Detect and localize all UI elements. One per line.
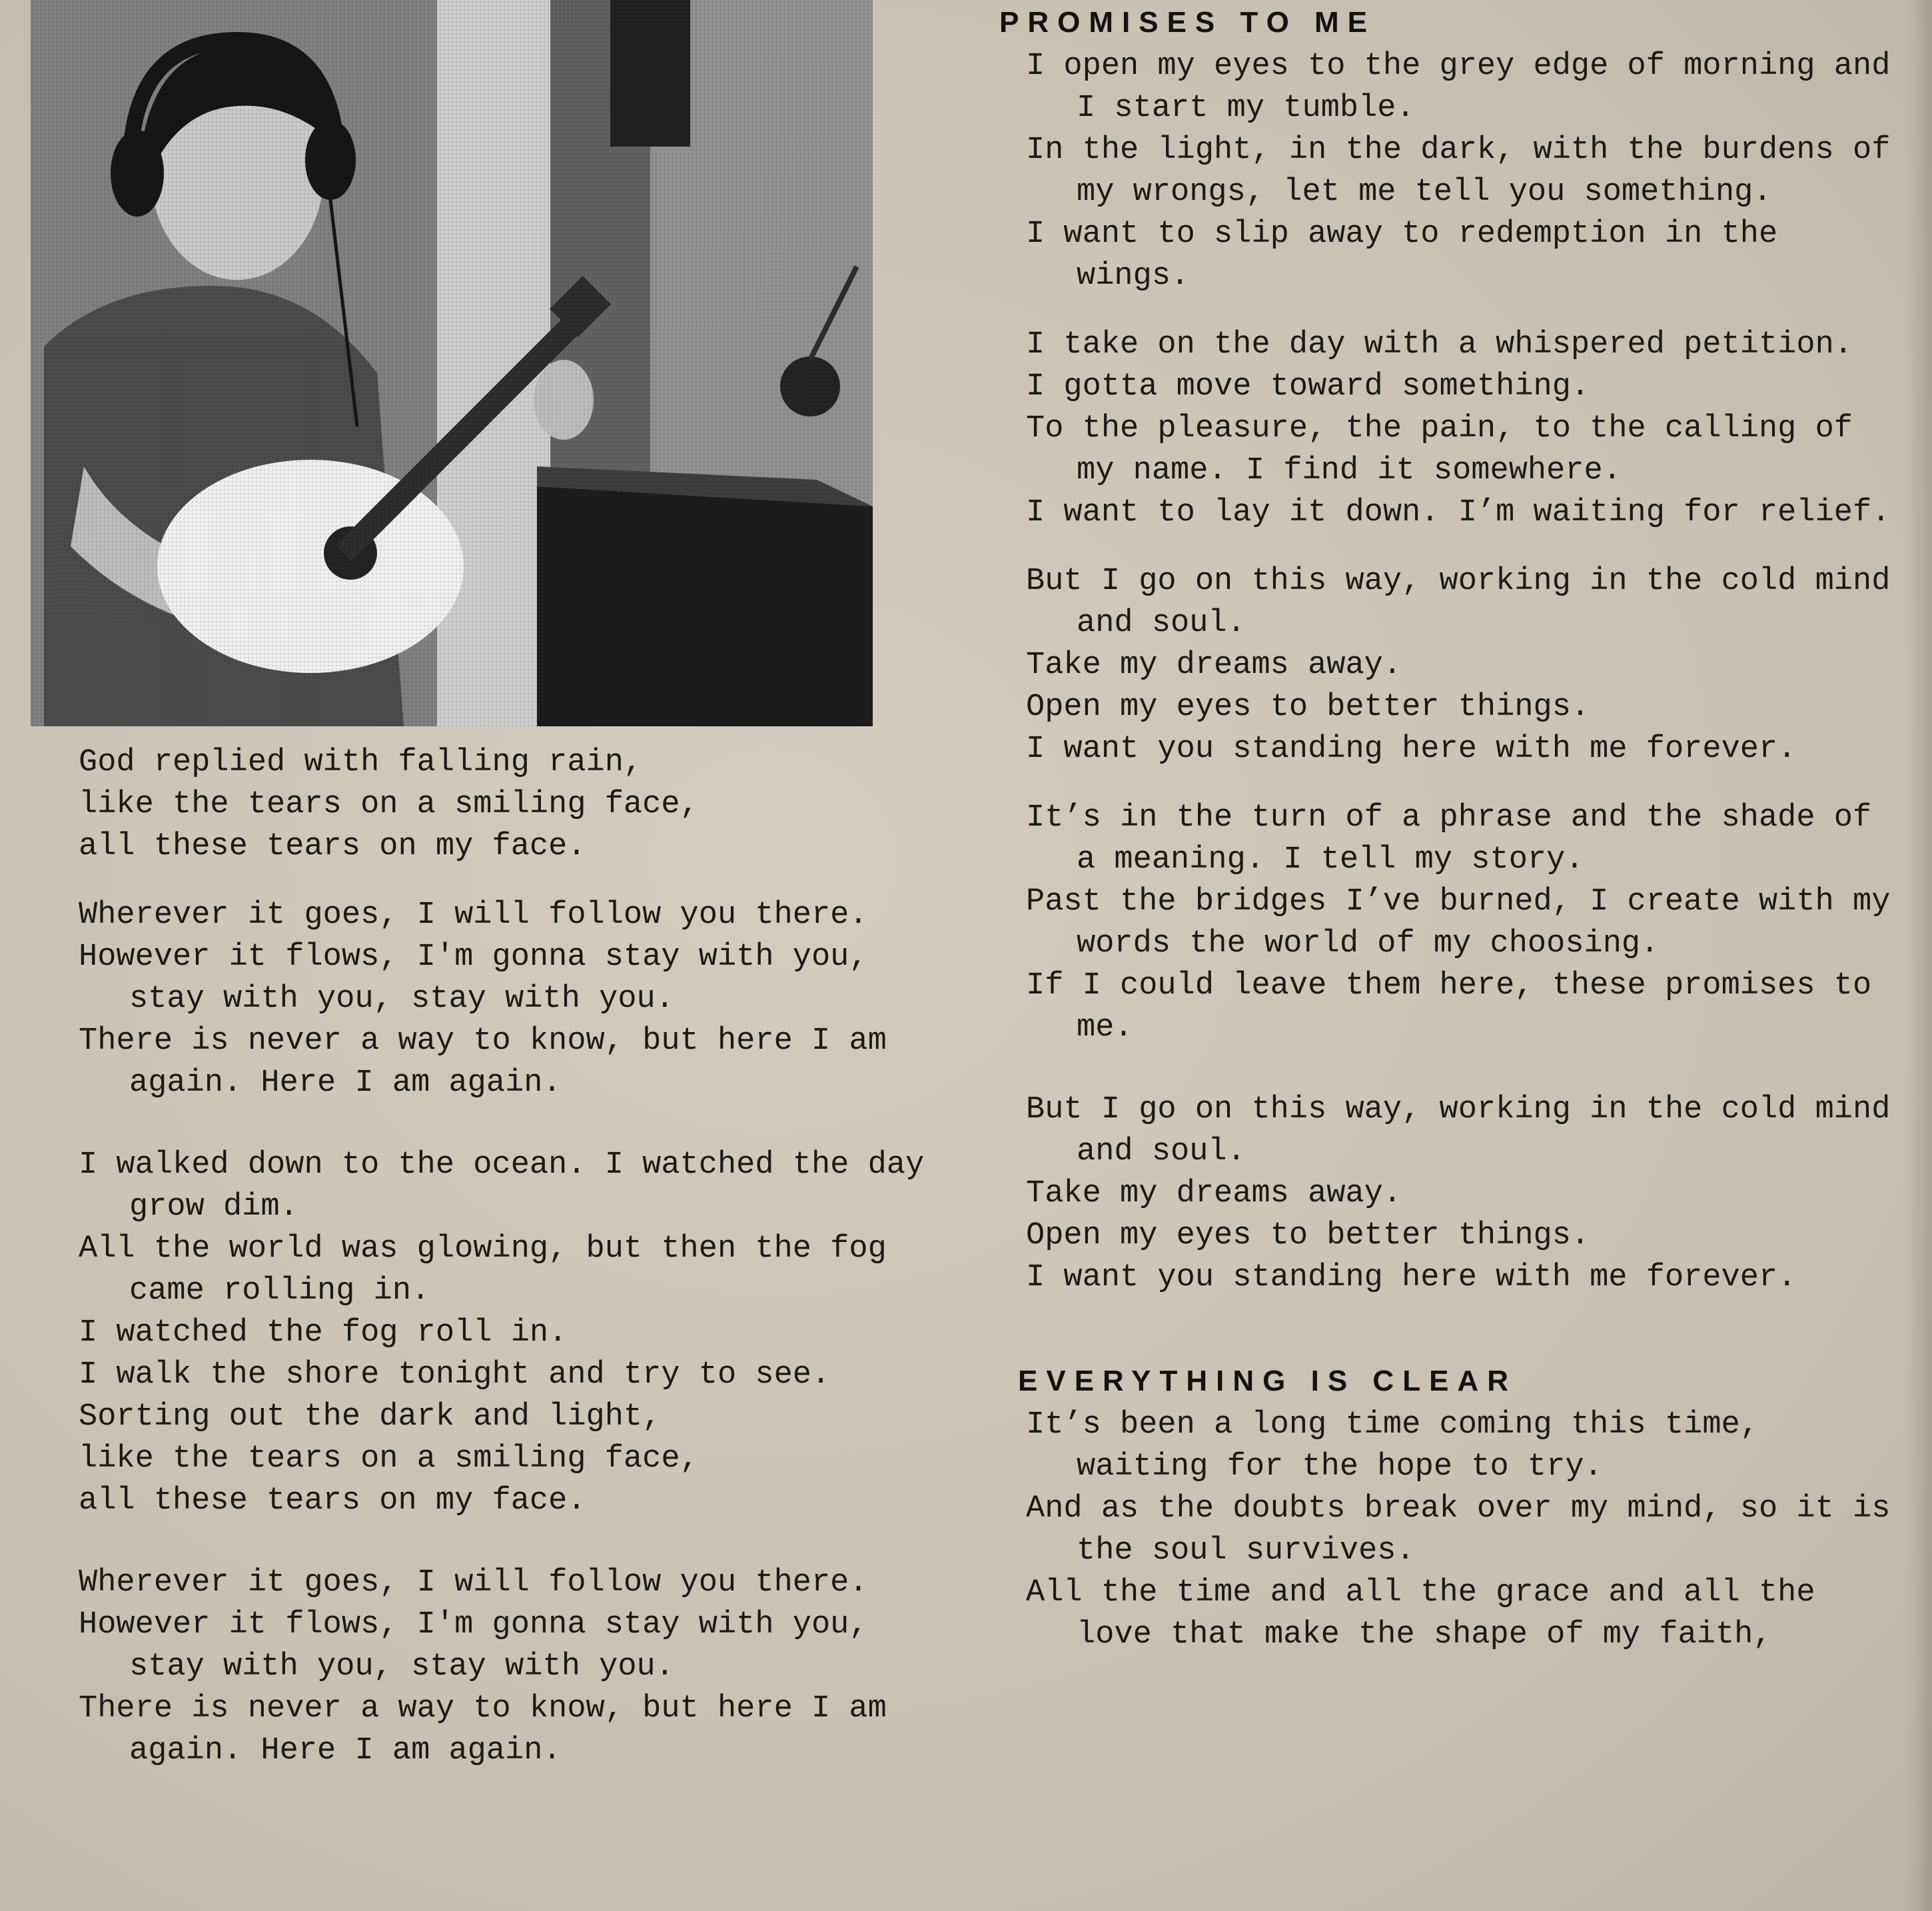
- lyric-line: all these tears on my face.: [79, 1483, 586, 1519]
- lyric-line: However it flows, I'm gonna stay with you, stay with you, stay with you.: [79, 1607, 868, 1684]
- lyric-line: It’s in the turn of a phrase and the shade of a meaning. I tell my story.: [1026, 800, 1872, 878]
- left-stanza-1: [79, 742, 945, 868]
- lyric-line: like the tears on a smiling face,: [79, 1441, 699, 1477]
- lyric-line: It’s been a long time coming this time, waiting for the hope to try.: [1026, 1407, 1759, 1485]
- right-stanza-5: [1026, 1089, 1899, 1299]
- lyric-line: I want you standing here with me forever.: [1026, 1260, 1797, 1295]
- right-stanza-6: [1026, 1404, 1899, 1656]
- lyric-line: I take on the day with a whispered petition.: [1026, 327, 1853, 362]
- right-stanza-2: [1026, 324, 1899, 534]
- lyric-line: To the pleasure, the pain, to the calling of my name. I find it somewhere.: [1026, 411, 1853, 488]
- lyric-line: In the light, in the dark, with the burdens of my wrongs, let me tell you something.: [1026, 133, 1891, 210]
- lyric-line: I walk the shore tonight and try to see.: [79, 1357, 831, 1393]
- lyric-line: I want to slip away to redemption in the wings.: [1026, 217, 1778, 294]
- left-stanza-3: [79, 1144, 945, 1522]
- left-stanza-4: [79, 1562, 945, 1772]
- lyric-line: There is never a way to know, but here I am again. Here I am again.: [79, 1691, 887, 1768]
- lyric-line: All the time and all the grace and all the love that make the shape of my faith,: [1026, 1575, 1815, 1652]
- right-stanza-1: [1026, 45, 1899, 297]
- right-stanza-4: [1026, 797, 1899, 1049]
- page-fold-shadow: [1905, 0, 1932, 1911]
- guitarist-photo: [31, 0, 873, 726]
- lyric-line: Sorting out the dark and light,: [79, 1399, 662, 1435]
- lyric-line: God replied with falling rain,: [79, 745, 643, 780]
- lyric-line: There is never a way to know, but here I am again. Here I am again.: [79, 1023, 887, 1101]
- lyric-line: But I go on this way, working in the cold mind and soul.: [1026, 1092, 1891, 1169]
- lyric-line: Past the bridges I’ve burned, I create with my words the world of my choosing.: [1026, 884, 1891, 961]
- lyric-line: I want you standing here with me forever.: [1026, 732, 1797, 767]
- lyric-line: I want to lay it down. I’m waiting for relief.: [1026, 495, 1891, 530]
- lyric-line: I watched the fog roll in.: [79, 1315, 568, 1351]
- lyric-line: And as the doubts break over my mind, so it is the soul survives.: [1026, 1491, 1891, 1569]
- lyric-line: Take my dreams away.: [1026, 1176, 1402, 1211]
- lyric-line: Wherever it goes, I will follow you there.: [79, 898, 868, 933]
- lyric-line: Open my eyes to better things.: [1026, 1218, 1590, 1253]
- right-stanza-3: [1026, 560, 1899, 770]
- lyric-line: If I could leave them here, these promises to me.: [1026, 968, 1872, 1045]
- lyric-line: I walked down to the ocean. I watched the day grow dim.: [79, 1147, 925, 1225]
- lyric-line: All the world was glowing, but then the fog came rolling in.: [79, 1231, 887, 1309]
- lyric-line: Take my dreams away.: [1026, 648, 1402, 683]
- lyric-line: However it flows, I'm gonna stay with you, stay with you, stay with you.: [79, 940, 868, 1017]
- right-lyrics-column: [999, 0, 1899, 1656]
- song-title-everything-is-clear: EVERYTHING IS CLEAR: [1018, 1365, 1517, 1397]
- lyric-line: I open my eyes to the grey edge of morning and I start my tumble.: [1026, 49, 1891, 126]
- lyric-line: Wherever it goes, I will follow you there.: [79, 1565, 868, 1600]
- song-title-promises: PROMISES TO ME: [999, 6, 1376, 39]
- lyric-line: all these tears on my face.: [79, 829, 586, 864]
- left-stanza-2: [79, 894, 945, 1104]
- left-lyrics-column: [79, 742, 945, 1772]
- lyric-line: I gotta move toward something.: [1026, 369, 1590, 404]
- lyric-line: Open my eyes to better things.: [1026, 690, 1590, 725]
- lyric-line: But I go on this way, working in the cold mind and soul.: [1026, 564, 1891, 641]
- photo-illustration: [31, 0, 873, 726]
- lyric-line: like the tears on a smiling face,: [79, 787, 699, 822]
